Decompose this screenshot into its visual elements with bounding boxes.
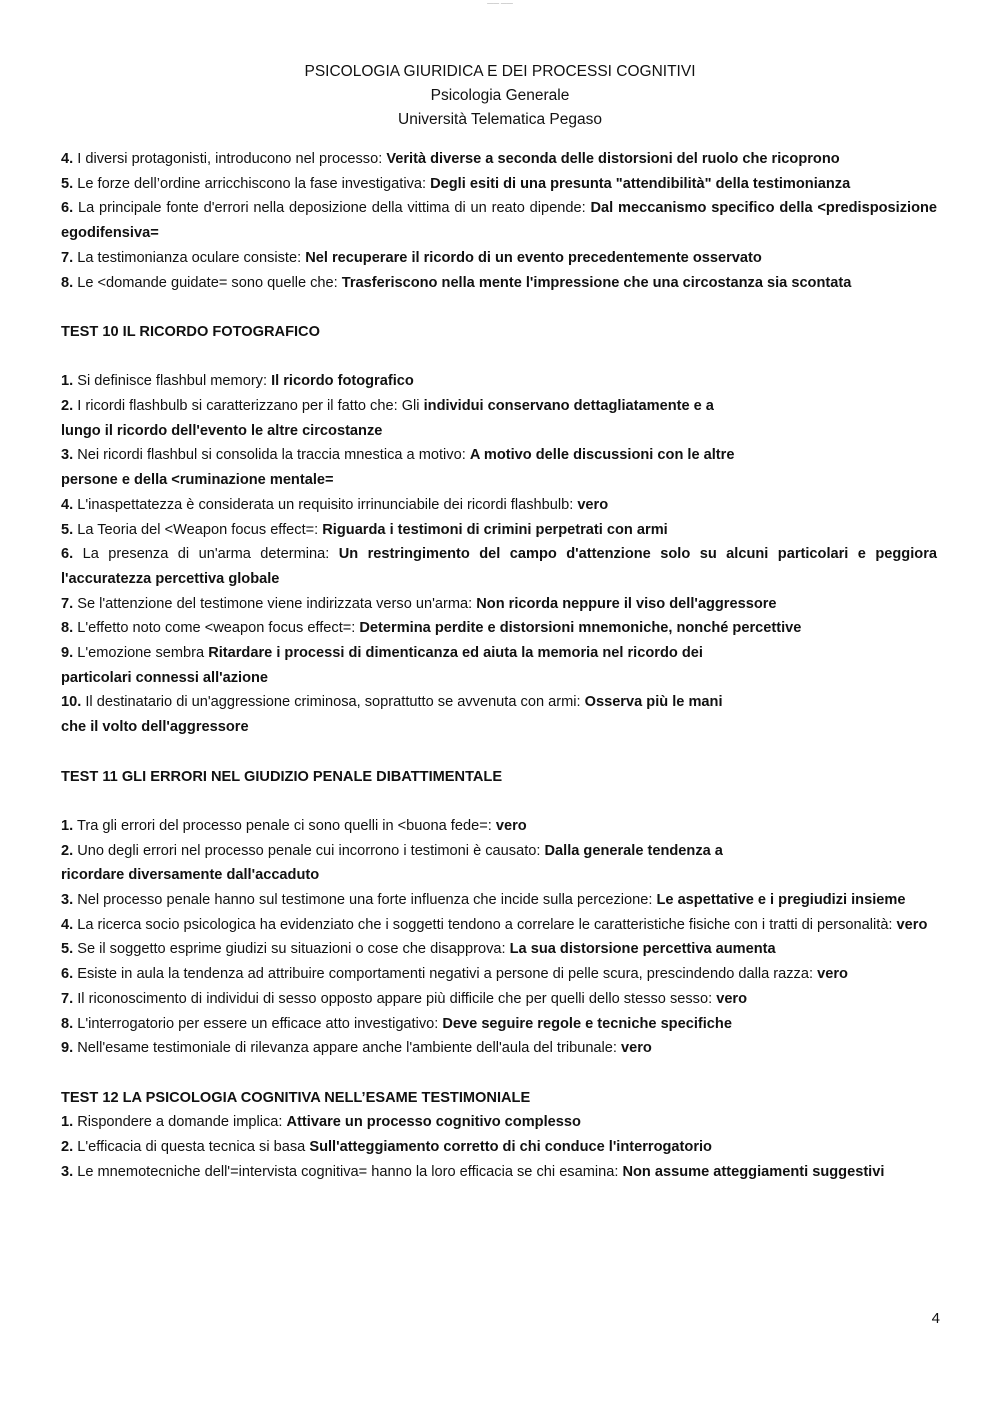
- list-item: 6. La presenza di un'arma determina: Un restringimento del campo d'attenzione solo su alcuni particolari e peggiora l'accuratezza percettiva globale: [61, 546, 937, 587]
- list-item: 2. Uno degli errori nel processo penale cui incorrono i testimoni è causato: Dalla generale tendenza a ricordare diversamente dall'accaduto: [61, 842, 723, 884]
- list-item: 4. L'inaspettatezza è considerata un requisito irrinunciabile dei ricordi flashbulb: vero: [61, 496, 609, 513]
- list-item: 5. Se il soggetto esprime giudizi su situazioni o cose che disapprova: La sua distorsione percettiva aumenta: [61, 941, 776, 958]
- header-subject: Psicologia Generale: [430, 87, 570, 104]
- list-item: 7. La testimonianza oculare consiste: Nel recuperare il ricordo di un evento precedentemente osservato: [61, 249, 762, 266]
- top-mark: —— ——: [487, 1, 513, 7]
- list-item: 2. L'efficacia di questa tecnica si basa Sull'atteggiamento corretto di chi conduce l'interrogatorio: [61, 1139, 712, 1156]
- list-item: 1. Si definisce flashbul memory: Il ricordo fotografico: [61, 373, 414, 390]
- list-item: 1. Tra gli errori del processo penale ci sono quelli in <buona fede=: vero: [61, 817, 527, 834]
- list-item: 4. La ricerca socio psicologica ha evidenziato che i soggetti tendono a correlare le caratteristiche fisiche con i tratti di personalità: vero: [61, 916, 928, 933]
- list-item: 6. La principale fonte d'errori nella deposizione della vittima di un reato dipende: Dal meccanismo specifico della <predisposizione egodifensiva=: [61, 200, 938, 242]
- header-course-title: PSICOLOGIA GIURIDICA E DEI PROCESSI COGNITIVI: [304, 63, 696, 80]
- page-number: 4: [931, 1310, 940, 1327]
- document-body: [61, 147, 937, 1184]
- section-heading-test12: TEST 12 LA PSICOLOGIA COGNITIVA NELL’ESAME TESTIMONIALE: [61, 1089, 531, 1106]
- list-item: 9. L'emozione sembra Ritardare i processi di dimenticanza ed aiuta la memoria nel ricordo dei particolari connessi all'azione: [61, 645, 703, 686]
- document-header: [0, 60, 1000, 132]
- list-item: 4. I diversi protagonisti, introducono nel processo: Verità diverse a seconda delle distorsioni del ruolo che ricoprono: [61, 151, 840, 167]
- list-item: 3. Le mnemotecniche dell'=intervista cognitiva= hanno la loro efficacia se chi esamina: Non assume atteggiamenti suggestivi: [61, 1163, 885, 1180]
- list-item: 3. Nei ricordi flashbul si consolida la traccia mnestica a motivo: A motivo delle discussioni con le altre persone e della <ruminazione mentale=: [61, 447, 735, 489]
- list-item: 7. Il riconoscimento di individui di sesso opposto appare più difficile che per quelli dello stesso sesso: vero: [61, 990, 748, 1007]
- list-item: 8. L'effetto noto come <weapon focus effect=: Determina perdite e distorsioni mnemoniche, nonché percettive: [61, 620, 802, 637]
- list-item: 10. Il destinatario di un'aggressione criminosa, soprattutto se avvenuta con armi: Osserva più le mani che il volto dell'aggressore: [61, 694, 723, 736]
- list-item: 8. Le <domande guidate= sono quelle che: Trasferiscono nella mente l'impressione che una circostanza sia scontata: [61, 274, 852, 291]
- list-item: 3. Nel processo penale hanno sul testimone una forte influenza che incide sulla percezione: Le aspettative e i pregiudizi insieme: [61, 892, 906, 909]
- section-heading-test10: TEST 10 IL RICORDO FOTOGRAFICO: [61, 323, 320, 340]
- list-item: 7. Se l'attenzione del testimone viene indirizzata verso un'arma: Non ricorda neppure il viso dell'aggressore: [61, 595, 777, 612]
- list-item: 6. Esiste in aula la tendenza ad attribuire comportamenti negativi a persone di pelle scura, prescindendo dalla razza: vero: [61, 966, 848, 983]
- list-item: 8. L'interrogatorio per essere un efficace atto investigativo: Deve seguire regole e tecniche specifiche: [61, 1015, 732, 1032]
- list-item: 1. Rispondere a domande implica: Attivare un processo cognitivo complesso: [61, 1114, 581, 1131]
- section-heading-test11: TEST 11 GLI ERRORI NEL GIUDIZIO PENALE DIBATTIMENTALE: [61, 768, 503, 785]
- list-item: 9. Nell'esame testimoniale di rilevanza appare anche l'ambiente dell'aula del tribunale: vero: [61, 1040, 652, 1057]
- list-item: 2. I ricordi flashbulb si caratterizzano per il fatto che: Gli individui conservano dettagliatamente e a lungo il ricordo dell'evento le altre circostanze: [61, 398, 714, 439]
- list-item: 5. La Teoria del <Weapon focus effect=: Riguarda i testimoni di crimini perpetrati con armi: [61, 521, 668, 538]
- header-university: Università Telematica Pegaso: [398, 111, 602, 128]
- list-item: 5. Le forze dell’ordine arricchiscono la fase investigativa: Degli esiti di una presunta "attendibilità" della testimonianza: [61, 175, 851, 192]
